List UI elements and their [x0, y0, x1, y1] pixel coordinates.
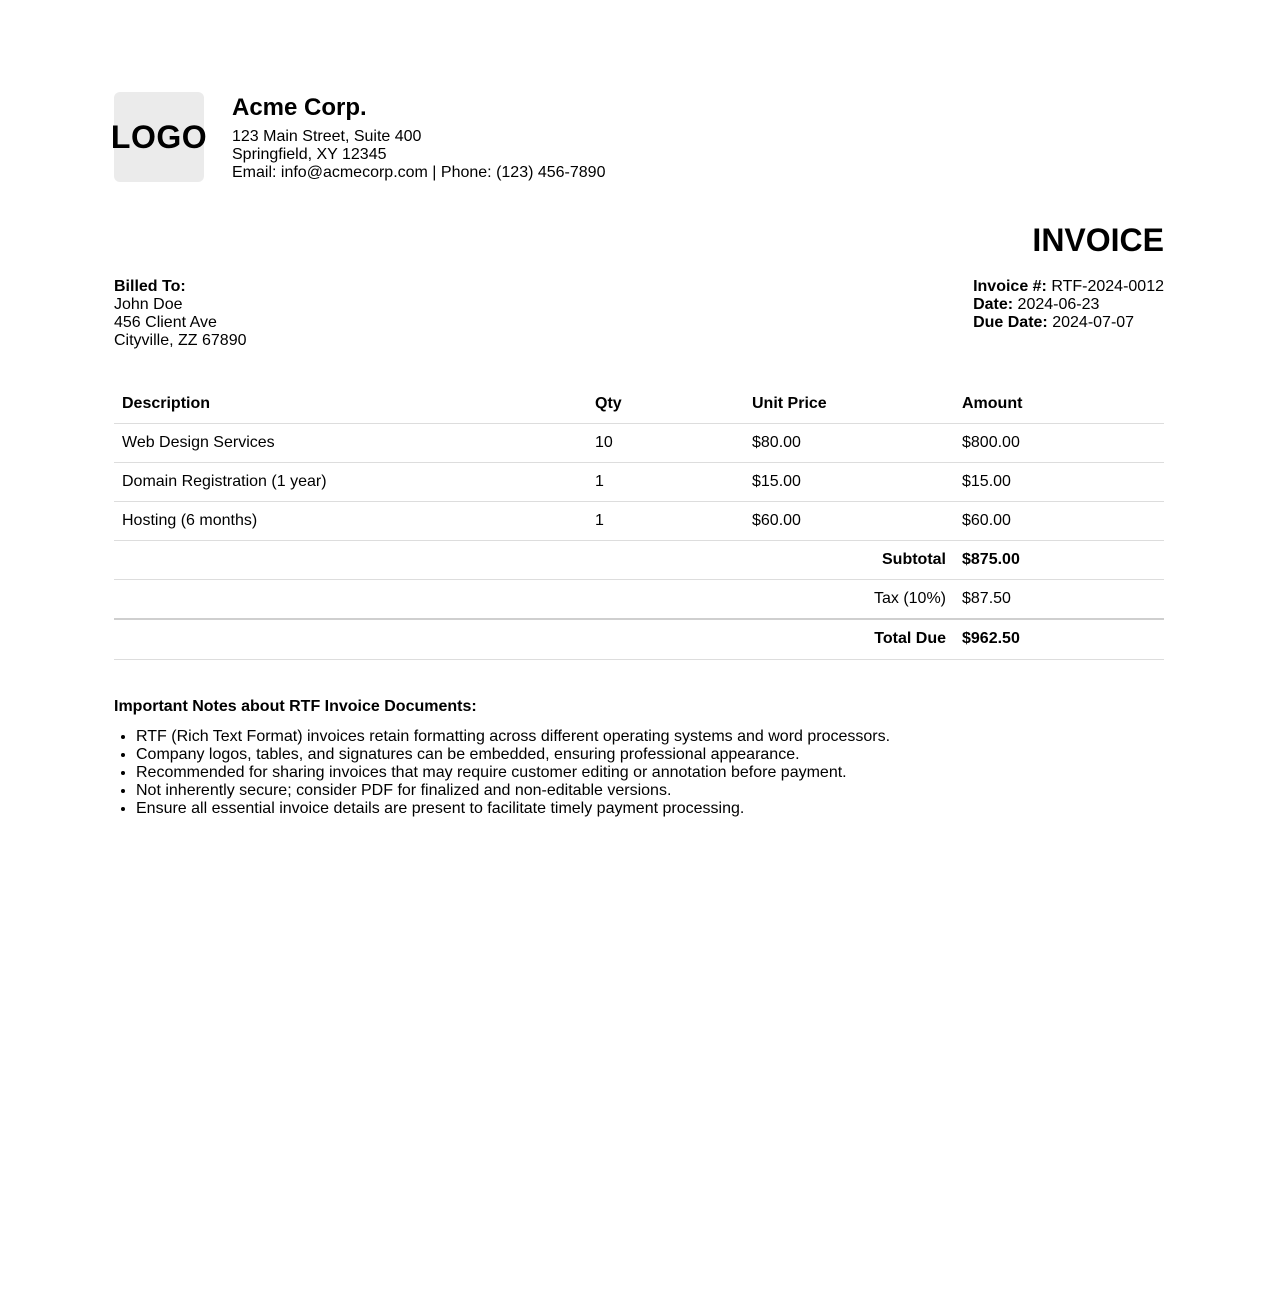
- client-address-line1: 456 Client Ave: [114, 314, 217, 331]
- notes-section: [114, 698, 1164, 818]
- list-item: • Recommended for sharing invoices that may require customer editing or annotation before payment.: [136, 764, 1164, 782]
- row-unit-price: $15.00: [744, 463, 954, 502]
- list-item: • Ensure all essential invoice details are present to facilitate timely payment processing.: [136, 800, 1164, 818]
- table-row: [114, 463, 1164, 502]
- invoice-date: 2024-06-23: [1017, 296, 1100, 313]
- tax-label: Tax (10%): [114, 580, 954, 620]
- row-qty: 10: [587, 424, 744, 463]
- row-description: Domain Registration (1 year): [114, 463, 587, 502]
- invoice-date-line: [973, 296, 1164, 314]
- row-amount: $800.00: [954, 424, 1164, 463]
- invoice-due-date: 2024-07-07: [1052, 314, 1135, 331]
- column-header-amount: Amount: [954, 384, 1164, 424]
- invoice-due-label: Due Date:: [973, 314, 1048, 331]
- line-items-table: [114, 384, 1164, 660]
- column-header-unit-price: Unit Price: [744, 384, 954, 424]
- invoice-date-label: Date:: [973, 296, 1014, 313]
- column-header-description: Description: [114, 384, 587, 424]
- total-row: [114, 619, 1164, 660]
- row-qty: 1: [587, 502, 744, 541]
- company-name: Acme Corp.: [232, 94, 367, 121]
- row-amount: $60.00: [954, 502, 1164, 541]
- invoice-number-label: Invoice #:: [973, 278, 1047, 295]
- notes-title: Important Notes about RTF Invoice Documents:: [114, 698, 477, 715]
- row-description: Web Design Services: [114, 424, 587, 463]
- parties-section: [114, 278, 1164, 350]
- client-name: John Doe: [114, 296, 183, 313]
- subtotal-row: [114, 541, 1164, 580]
- company-header: [110, 92, 1164, 182]
- row-unit-price: $60.00: [744, 502, 954, 541]
- invoice-title: INVOICE: [1032, 222, 1164, 258]
- client-address-line2: Cityville, ZZ 67890: [114, 332, 247, 349]
- logo-text: LOGO: [110, 119, 208, 155]
- table-row: [114, 502, 1164, 541]
- row-unit-price: $80.00: [744, 424, 954, 463]
- invoice-meta: [973, 278, 1164, 350]
- table-header-row: [114, 384, 1164, 424]
- company-address-line1: 123 Main Street, Suite 400: [232, 128, 422, 145]
- list-item: • RTF (Rich Text Format) invoices retain formatting across different operating systems and word processors.: [136, 728, 1164, 746]
- total-value: $962.50: [954, 619, 1164, 660]
- row-qty: 1: [587, 463, 744, 502]
- row-description: Hosting (6 months): [114, 502, 587, 541]
- subtotal-value: $875.00: [954, 541, 1164, 580]
- company-logo: [110, 92, 208, 182]
- row-amount: $15.00: [954, 463, 1164, 502]
- billed-to-label: Billed To:: [114, 278, 186, 295]
- invoice-number: RTF-2024-0012: [1051, 278, 1164, 295]
- invoice-page: [110, 0, 1164, 818]
- billed-to: [114, 278, 247, 350]
- company-info: [232, 94, 605, 182]
- table-row: [114, 424, 1164, 463]
- column-header-qty: Qty: [587, 384, 744, 424]
- list-item: • Company logos, tables, and signatures can be embedded, ensuring professional appearance.: [136, 746, 1164, 764]
- tax-row: [114, 580, 1164, 620]
- subtotal-label: Subtotal: [114, 541, 954, 580]
- company-contact: Email: info@acmecorp.com | Phone: (123) 456-7890: [232, 164, 606, 181]
- invoice-due-line: [973, 314, 1164, 332]
- tax-value: $87.50: [954, 580, 1164, 620]
- total-label: Total Due: [114, 619, 954, 660]
- notes-list: [114, 728, 1164, 818]
- list-item: • Not inherently secure; consider PDF for finalized and non-editable versions.: [136, 782, 1164, 800]
- invoice-number-line: [973, 278, 1164, 296]
- company-address-line2: Springfield, XY 12345: [232, 146, 387, 163]
